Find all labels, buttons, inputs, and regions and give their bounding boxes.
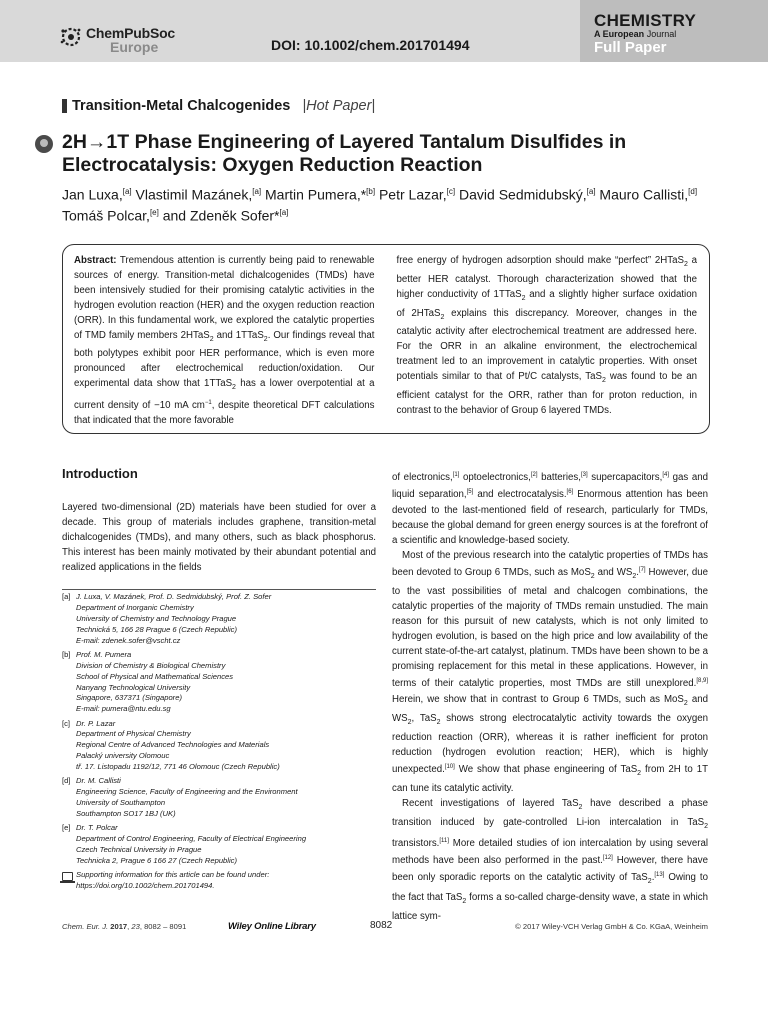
abstract-column-left: Abstract: Tremendous attention is currently being paid to renewable sources of energy. Transition-metal dichalcogenides (TMDs) have been intensively studied for their promising catalytic activities in the hydrogen evolution reaction (HER) and the oxygen reduction reaction (ORR). In this fundamental work, we explored the catalytic properties of TMD family members 2HTaS$_2$ and 1TTaS$_2$. Our findings reveal that both polytypes exhibit poor HER performance, which is even more pronounced after electrochemical reduction/oxidation. Our experimental data show that 1TTaS$_2$ has a lower overpotential at a current density of −10 mA $cm^{-1}$, despite theoretical DFT calculations that indicated that the more favorable: [74, 255, 375, 427]
abstract-label: Abstract:: [74, 255, 117, 266]
page-number: 8082: [370, 920, 393, 931]
affiliation-line: Department of Control Engineering, Faculty of Electrical Engineering: [76, 834, 307, 844]
affiliation-line: Czech Technical University in Prague: [76, 845, 202, 855]
hot-paper-tag: |Hot Paper|: [302, 98, 376, 114]
affiliation-line: tř. 17. Listopadu 1192/12, 771 46 Olomouc (Czech Republic): [76, 762, 280, 772]
affiliation-line: Division of Chemistry & Biological Chemistry: [76, 660, 226, 670]
affiliation-entry: [62, 776, 382, 820]
affiliation-entry: [62, 650, 382, 715]
journal-badge: [580, 0, 768, 62]
affiliation-line: Southampton SO17 1BJ (UK): [76, 809, 176, 819]
introduction-paragraph-left: Layered two-dimensional (2D) materials have been studied for over a decade. This group of materials includes graphene, transition-metal dichalcogenides (TMDs), and many others, such as black phosphorus. This interest has been mainly motivated by their abundant potential and realized applications in the fields: [62, 502, 376, 573]
affiliation-key: [c]: [62, 718, 71, 728]
affiliation-line: School of Physical and Mathematical Sciences: [76, 671, 234, 681]
citation: Chem. Eur. J. 2017, 23, 8082 – 8091: [62, 922, 187, 931]
affiliation-name: Dr. T. Polcar: [76, 823, 118, 833]
affiliations: [62, 592, 382, 892]
supporting-info-link[interactable]: https://doi.org/10.1002/chem.201701494.: [76, 881, 215, 891]
chempubsoc-logo[interactable]: [58, 26, 175, 54]
affiliation-key: [b]: [62, 649, 71, 659]
affiliation-email[interactable]: E-mail: pumera@ntu.edu.sg: [76, 704, 171, 714]
affiliation-line: Nanyang Technological University: [76, 682, 191, 692]
journal-title: CHEMISTRY: [594, 11, 697, 30]
affiliation-line: Technicka 2, Prague 6 166 27 (Czech Republic): [76, 856, 237, 866]
affiliation-line: Engineering Science, Faculty of Engineering and the Environment: [76, 787, 298, 797]
affiliation-name: Prof. M. Pumera: [76, 649, 132, 659]
supporting-info-note[interactable]: [62, 870, 382, 892]
affiliation-line: University of Chemistry and Technology Prague: [76, 613, 237, 623]
affiliation-line: Singapore, 637371 (Singapore): [76, 693, 182, 703]
affiliation-line: Regional Centre of Advanced Technologies and Materials: [76, 740, 270, 750]
wiley-online-library-link[interactable]: Wiley Online Library: [228, 921, 316, 932]
journal-subtitle: A European Journal: [594, 29, 677, 39]
author-list: Jan Luxa,[a] Vlastimil Mazánek,[a] Martin Pumera,*[b] Petr Lazar,[c] David Sedmidubský,[a] Mauro Callisti,[d] Tomáš Polcar,[e] and Zdeněk Sofer*[a]: [62, 186, 698, 224]
affiliation-divider: [62, 589, 376, 590]
abstract-column-right: free energy of hydrogen adsorption should make “perfect” 2HTaS$_2$ a better HER catalyst. Thorough characterization showed that the higher conductivity of 1TTaS$_2$ and a slightly higher surface oxidation of 2HTaS$_2$ explains this discrepancy. Moreover, changes in the catalytic activity after electrochemical treatment are addressed here. For the ORR in an alkaline environment, the electrochemical treatment led to an improvement in catalytic properties. With onset potentials similar to that of Pt/C catalysts, TaS$_2$ was found to be an efficient catalyst for the ORR, rather than for proton reduction, in contrast to the behavior of Group 6 layered TMDs.: [396, 255, 697, 416]
paragraph: of electronics,[1] optoelectronics,[2] batteries,[3] supercapacitors,[4] gas and liquid separation,[5] and electrocatalysis.[6] Enormous attention has been devoted to the last-mentioned field of research, particularly for TMDs, because the global demand for green energy sources is at the forefront of a scientific and knowledge-based society.: [392, 472, 708, 546]
hot-paper-icon: [35, 135, 53, 153]
affiliation-key: [d]: [62, 776, 71, 786]
article-doi[interactable]: DOI: 10.1002/chem.201701494: [271, 37, 470, 53]
computer-icon: [62, 872, 73, 881]
paragraph: Recent investigations of layered TaS$_2$ have described a phase transition induced by gate-controlled Li-ion intercalation in TaS$_2$ transistors.[11] More detailed studies of ion intercalation by using several methods have been also performed in the past.[12] However, there have been only sporadic reports on the catalytic activity of TaS$_2$.[13] Owing to the fact that TaS$_2$ forms a so-called charge-density wave, a state in which lattice sym-: [392, 797, 708, 922]
paragraph: Most of the previous research into the catalytic properties of TMDs has been devoted to Group 6 TMDs, such as MoS$_2$ and $WS_2.[7]$ However, due to the vast possibilities of metal and chalcogen combinations, the catalytic properties of the majority of TMDs remain unstudied. The main reason for this pursuit of new catalysts, which is not only limited to hydrogen evolution, is based on the high price and low availability of the current state-of-the-art catalyst, platinum. TMDs have been shown to be a promising replacement for this metal in these applications. However, in terms of their catalytic properties, most TMDs are still unexplored.[8,9] Herein, we show that in contrast to Group 6 TMDs, such as MoS$_2$ and $WS_2$, TaS$_2$ shows strong electrocatalytic activity towards the oxygen reduction reaction (ORR), whereas it is rather inefficient for proton reduction (hydrogen evolution reaction; HER), which is highly unexpected.[10] We show that phase engineering of TaS$_2$ from 2H to 1T can tune its catalytic activity.: [392, 549, 708, 794]
affiliation-entry: [62, 592, 382, 647]
body-column-right: [392, 468, 708, 924]
chempubsoc-star-icon: [58, 24, 84, 50]
affiliation-line: Palacký university Olomouc: [76, 751, 170, 761]
affiliation-key: [e]: [62, 823, 71, 833]
section-title: Transition-Metal Chalcogenides: [72, 98, 291, 114]
affiliation-line: Technická 5, 166 28 Prague 6 (Czech Republic): [76, 624, 237, 634]
section-bar: [62, 99, 67, 113]
supporting-info-text: Supporting information for this article can be found under:: [76, 870, 270, 880]
introduction-heading: Introduction: [62, 466, 138, 481]
copyright: © 2017 Wiley-VCH Verlag GmbH & Co. KGaA, Weinheim: [515, 922, 708, 931]
affiliation-entry: [62, 719, 382, 774]
affiliation-key: [a]: [62, 592, 71, 601]
abstract-box: [62, 244, 710, 434]
brand-name: ChemPubSoc: [86, 25, 176, 41]
brand-sub: Europe: [110, 39, 159, 55]
article-title: 2H→1T Phase Engineering of Layered Tantalum Disulfides in Electrocatalysis: Oxygen Reduction Reaction: [62, 131, 627, 176]
affiliation-name: J. Luxa, V. Mazánek, Prof. D. Sedmidubský, Prof. Z. Sofer: [76, 592, 272, 601]
affiliation-email[interactable]: E-mail: zdenek.sofer@vscht.cz: [76, 635, 181, 645]
affiliation-line: Department of Physical Chemistry: [76, 729, 191, 739]
article-type: Full Paper: [594, 39, 667, 56]
affiliation-line: Department of Inorganic Chemistry: [76, 602, 194, 612]
affiliation-name: Dr. M. Callisti: [76, 776, 121, 786]
section-heading: [62, 98, 375, 114]
affiliation-name: Dr. P. Lazar: [76, 718, 116, 728]
journal-header: [0, 0, 768, 62]
affiliation-entry: [62, 823, 382, 867]
affiliation-line: University of Southampton: [76, 798, 166, 808]
